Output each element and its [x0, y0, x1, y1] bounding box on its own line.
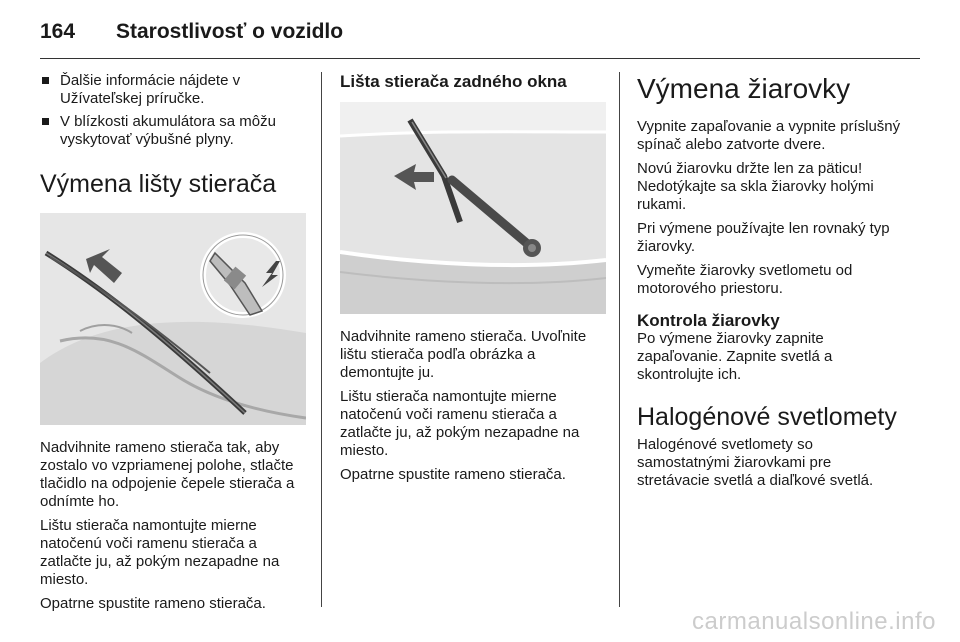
paragraph: Novú žiarovku držte len za päticu! Nedotýkajte sa skla žiarovky holými rukami. — [637, 160, 874, 213]
bullet-list — [40, 72, 306, 149]
watermark: carmanualsonline.info — [692, 608, 936, 635]
paragraph: Lištu stierača namontujte mierne natočenú voči ramenu stierača a zatlačte ju, až pokým nezapadne na miesto. — [340, 388, 580, 459]
paragraph: Opatrne spustite rameno stierača. — [40, 595, 266, 612]
column-3 — [637, 72, 905, 496]
column-divider — [619, 72, 620, 607]
windshield-wiper-blade-removal-illustration-icon — [40, 213, 306, 425]
page-title: Starostlivosť o vozidlo — [116, 20, 344, 43]
paragraph: Vypnite zapaľovanie a vypnite príslušný spínač alebo zatvorte dvere. — [637, 118, 901, 153]
bullet-item: Ďalšie informácie nájdete v Užívateľskej príručke. — [40, 72, 306, 108]
section-heading-halogen-headlights: Halogénové svetlomety — [637, 403, 897, 431]
page-number: 164 — [40, 20, 76, 43]
paragraph: Opatrne spustite rameno stierača. — [340, 466, 566, 483]
rear-window-wiper-illustration-icon — [340, 102, 606, 314]
section-heading-bulb-replacement: Výmena žiarovky — [637, 73, 851, 104]
bullet-item: V blízkosti akumulátora sa môžu vyskytovať výbušné plyny. — [40, 113, 306, 149]
paragraph: Nadvihnite rameno stierača tak, aby zostalo vo vzpriamenej polohe, stlačte tlačidlo na odpojenie čepele stierača a odnímte ho. — [40, 439, 295, 510]
paragraph: Pri výmene používajte len rovnaký typ žiarovky. — [637, 220, 890, 255]
paragraph: Po výmene žiarovky zapnite zapaľovanie. Zapnite svetlá a skontrolujte ich. — [637, 330, 833, 383]
column-2 — [340, 72, 606, 490]
paragraph: Halogénové svetlomety so samostatnými žiarovkami pre stretávacie svetlá a diaľkové svetlá. — [637, 436, 874, 489]
column-divider — [321, 72, 322, 607]
section-heading-wiper-blade: Výmena lišty stierača — [40, 170, 277, 198]
paragraph: Lištu stierača namontujte mierne natočenú voči ramenu stierača a zatlačte ju, až pokým nezapadne na miesto. — [40, 517, 280, 588]
column-1 — [40, 72, 306, 619]
subheading-bulb-check: Kontrola žiarovky — [637, 311, 780, 330]
paragraph: Nadvihnite rameno stierača. Uvoľnite lištu stierača podľa obrázka a demontujte ju. — [340, 328, 587, 381]
bullet-square-icon — [42, 118, 49, 125]
page-header — [40, 14, 920, 59]
section-heading-rear-wiper: Lišta stierača zadného okna — [340, 72, 567, 91]
bullet-square-icon — [42, 77, 49, 84]
paragraph: Vymeňte žiarovky svetlometu od motorového priestoru. — [637, 262, 853, 297]
